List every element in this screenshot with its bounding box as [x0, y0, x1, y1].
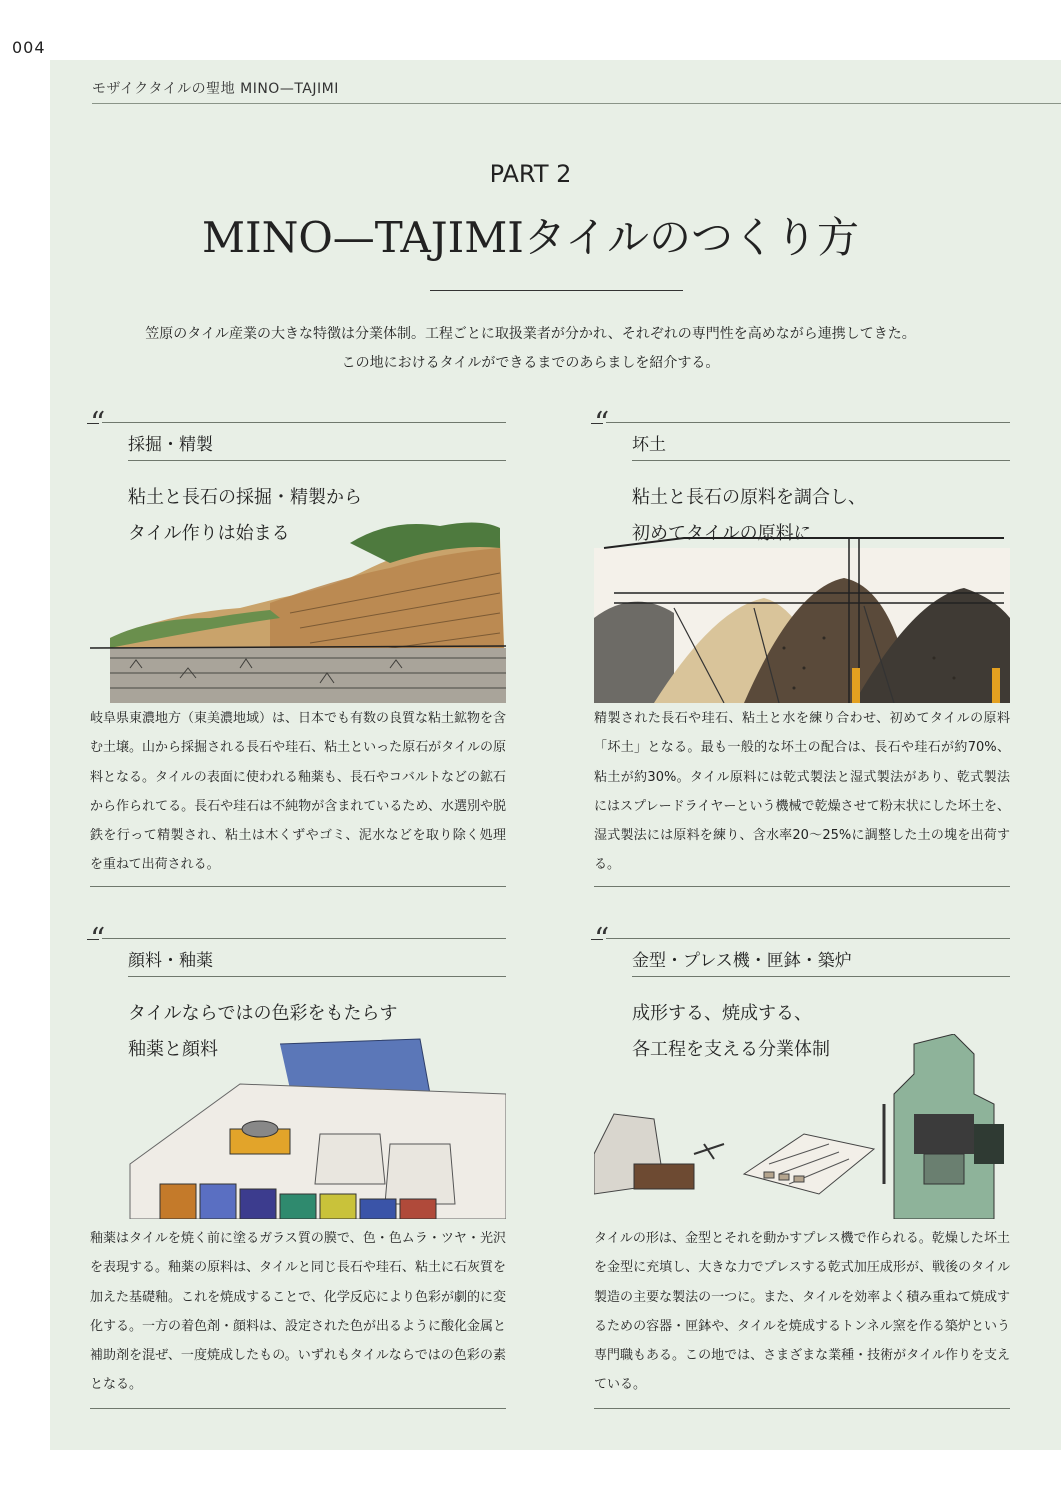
- section-rule-top: [102, 938, 506, 939]
- subtitle-line: 各工程を支える分業体制: [632, 1039, 830, 1060]
- subtitle-line: タイルならではの色彩をもたらす: [128, 1003, 398, 1024]
- header-rule: [92, 103, 1061, 104]
- section-mining: [90, 406, 507, 873]
- lead-paragraph: [0, 320, 1061, 378]
- subtitle-line: 初めてタイルの原料に: [632, 523, 812, 544]
- section-body: 釉薬はタイルを焼く前に塗るガラス質の膜で、色・色ムラ・ツヤ・光沢を表現する。釉薬の原料は、タイルと同じ長石や珪石、粘土に石灰質を加えた基礎釉。これを焼成することで、化学反応により色彩が劇的に変化する。一方の着色剤・顔料は、設定された色が出るように酸化金属と補助剤を混ぜ、一度焼成したもの。いずれもタイルならではの色彩の素となる。: [90, 1231, 507, 1393]
- lead-line: この地におけるタイルができるまでのあらましを紹介する。: [341, 355, 720, 371]
- section-rule-bottom: [594, 886, 1010, 887]
- section-subtitle: [128, 480, 362, 552]
- section-rule-mid: [128, 976, 506, 977]
- section-pigment-glaze: [90, 922, 507, 1393]
- quote-mark: “: [594, 406, 610, 441]
- section-molds-press: [594, 922, 1010, 1393]
- section-heading: 顔料・釉薬: [128, 951, 213, 971]
- section-rule-mid: [632, 976, 1010, 977]
- part-label: PART 2: [489, 160, 572, 188]
- subtitle-line: 粘土と長石の採掘・精製から: [128, 487, 362, 508]
- section-rule-bottom: [90, 886, 506, 887]
- section-subtitle: [632, 480, 866, 552]
- section-rule-top: [606, 938, 1010, 939]
- section-rule-bottom: [594, 1408, 1010, 1409]
- section-heading: 金型・プレス機・匣鉢・築炉: [632, 951, 852, 971]
- section-subtitle: [632, 996, 830, 1068]
- page-number: 004: [12, 38, 46, 57]
- section-rule-top: [606, 422, 1010, 423]
- section-rule-mid: [128, 460, 506, 461]
- section-rule-mid: [632, 460, 1010, 461]
- page-title: MINO—TAJIMIタイルのつくり方: [201, 213, 859, 262]
- subtitle-line: 粘土と長石の原料を調合し、: [632, 487, 866, 508]
- quote-mark: “: [90, 406, 106, 441]
- section-body: 精製された長石や珪石、粘土と水を練り合わせ、初めてタイルの原料「坏土」となる。最も一般的な坏土の配合は、長石や珪石が約70%、粘土が約30%。タイル原料には乾式製法と湿式製法があり、乾式製法にはスプレードライヤーという機械で乾燥させて粉末状にした坏土を、湿式製法には原料を練り、含水率20〜25%に調整した土の塊を出荷する。: [594, 711, 1010, 873]
- quote-mark: “: [90, 922, 106, 957]
- title-rule: [430, 290, 683, 291]
- section-heading: 坏土: [632, 435, 666, 455]
- subtitle-line: タイル作りは始まる: [128, 523, 290, 544]
- section-rule-bottom: [90, 1408, 506, 1409]
- lead-line: 笠原のタイル産業の大きな特徴は分業体制。工程ごとに取扱業者が分かれ、それぞれの専門性を高めながら連携してきた。: [145, 326, 916, 342]
- section-subtitle: [128, 996, 397, 1068]
- section-heading: 採掘・精製: [128, 435, 213, 455]
- running-head: モザイクタイルの聖地 MINO—TAJIMI: [92, 81, 339, 97]
- section-body: タイルの形は、金型とそれを動かすプレス機で作られる。乾燥した坏土を金型に充填し、大きな力でプレスする乾式加圧成形が、戦後のタイル製造の主要な製法の一つに。また、タイルを効率よく積み重ねて焼成するための容器・匣鉢や、タイルを焼成するトンネル窯を作る築炉という専門職もある。この地では、さまざまな業種・技術がタイル作りを支えている。: [594, 1231, 1010, 1393]
- section-body: 岐阜県東濃地方（東美濃地域）は、日本でも有数の良質な粘土鉱物を含む土壌。山から採掘される長石や珪石、粘土といった原石がタイルの原料となる。タイルの表面に使われる釉薬も、長石やコバルトなどの鉱石から作られてる。長石や珪石は不純物が含まれているため、水選別や脱鉄を行って精製され、粘土は木くずやゴミ、泥水などを取り除く処理を重ねて出荷される。: [90, 711, 507, 873]
- quote-mark: “: [594, 922, 610, 957]
- section-rule-top: [102, 422, 506, 423]
- subtitle-line: 釉薬と顔料: [128, 1039, 218, 1060]
- section-clay-body: [594, 406, 1010, 873]
- subtitle-line: 成形する、焼成する、: [632, 1003, 812, 1024]
